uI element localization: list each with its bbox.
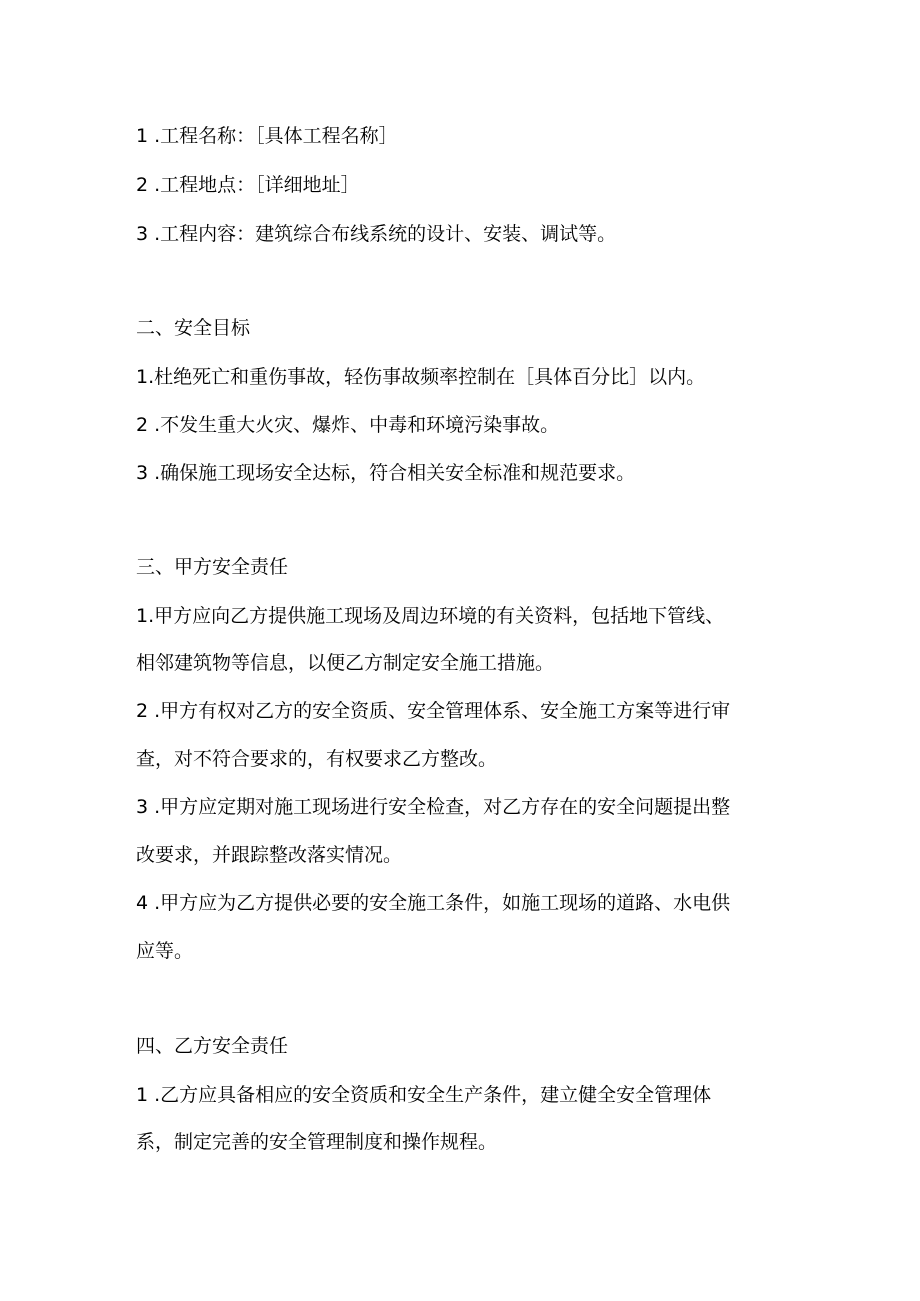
party-a-item-3-line-1: 3 .甲方应定期对施工现场进行安全检查，对乙方存在的安全问题提出整 bbox=[136, 796, 731, 818]
party-a-item-1-line-2: 相邻建筑物等信息，以便乙方制定安全施工措施。 bbox=[136, 652, 555, 674]
safety-goal-2: 2 .不发生重大火灾、爆炸、中毒和环境污染事故。 bbox=[136, 414, 560, 436]
safety-goal-3: 3 .确保施工现场安全达标，符合相关安全标准和规范要求。 bbox=[136, 462, 636, 484]
party-a-item-4-line-1: 4 .甲方应为乙方提供必要的安全施工条件，如施工现场的道路、水电供 bbox=[136, 892, 731, 914]
section-heading-party-b: 四、乙方安全责任 bbox=[136, 1035, 289, 1057]
party-a-item-2-line-2: 查，对不符合要求的，有权要求乙方整改。 bbox=[136, 748, 498, 770]
party-a-item-4-line-2: 应等。 bbox=[136, 940, 194, 962]
party-b-item-1-line-1: 1 .乙方应具备相应的安全资质和安全生产条件，建立健全安全管理体 bbox=[136, 1084, 712, 1106]
section-heading-safety-goals: 二、安全目标 bbox=[136, 317, 251, 339]
section-heading-party-a: 三、甲方安全责任 bbox=[136, 556, 289, 578]
project-location-line: 2 .工程地点：［详细地址］ bbox=[136, 174, 360, 196]
party-b-item-1-line-2: 系，制定完善的安全管理制度和操作规程。 bbox=[136, 1131, 498, 1153]
party-a-item-1-line-1: 1.甲方应向乙方提供施工现场及周边环境的有关资料，包括地下管线、 bbox=[136, 605, 725, 627]
party-a-item-3-line-2: 改要求，并跟踪整改落实情况。 bbox=[136, 844, 403, 866]
project-name-line: 1 .工程名称：［具体工程名称］ bbox=[136, 125, 398, 147]
safety-goal-1: 1.杜绝死亡和重伤事故，轻伤事故频率控制在［具体百分比］以内。 bbox=[136, 366, 706, 388]
project-content-line: 3 .工程内容：建筑综合布线系统的设计、安装、调试等。 bbox=[136, 223, 617, 245]
party-a-item-2-line-1: 2 .甲方有权对乙方的安全资质、安全管理体系、安全施工方案等进行审 bbox=[136, 700, 731, 722]
